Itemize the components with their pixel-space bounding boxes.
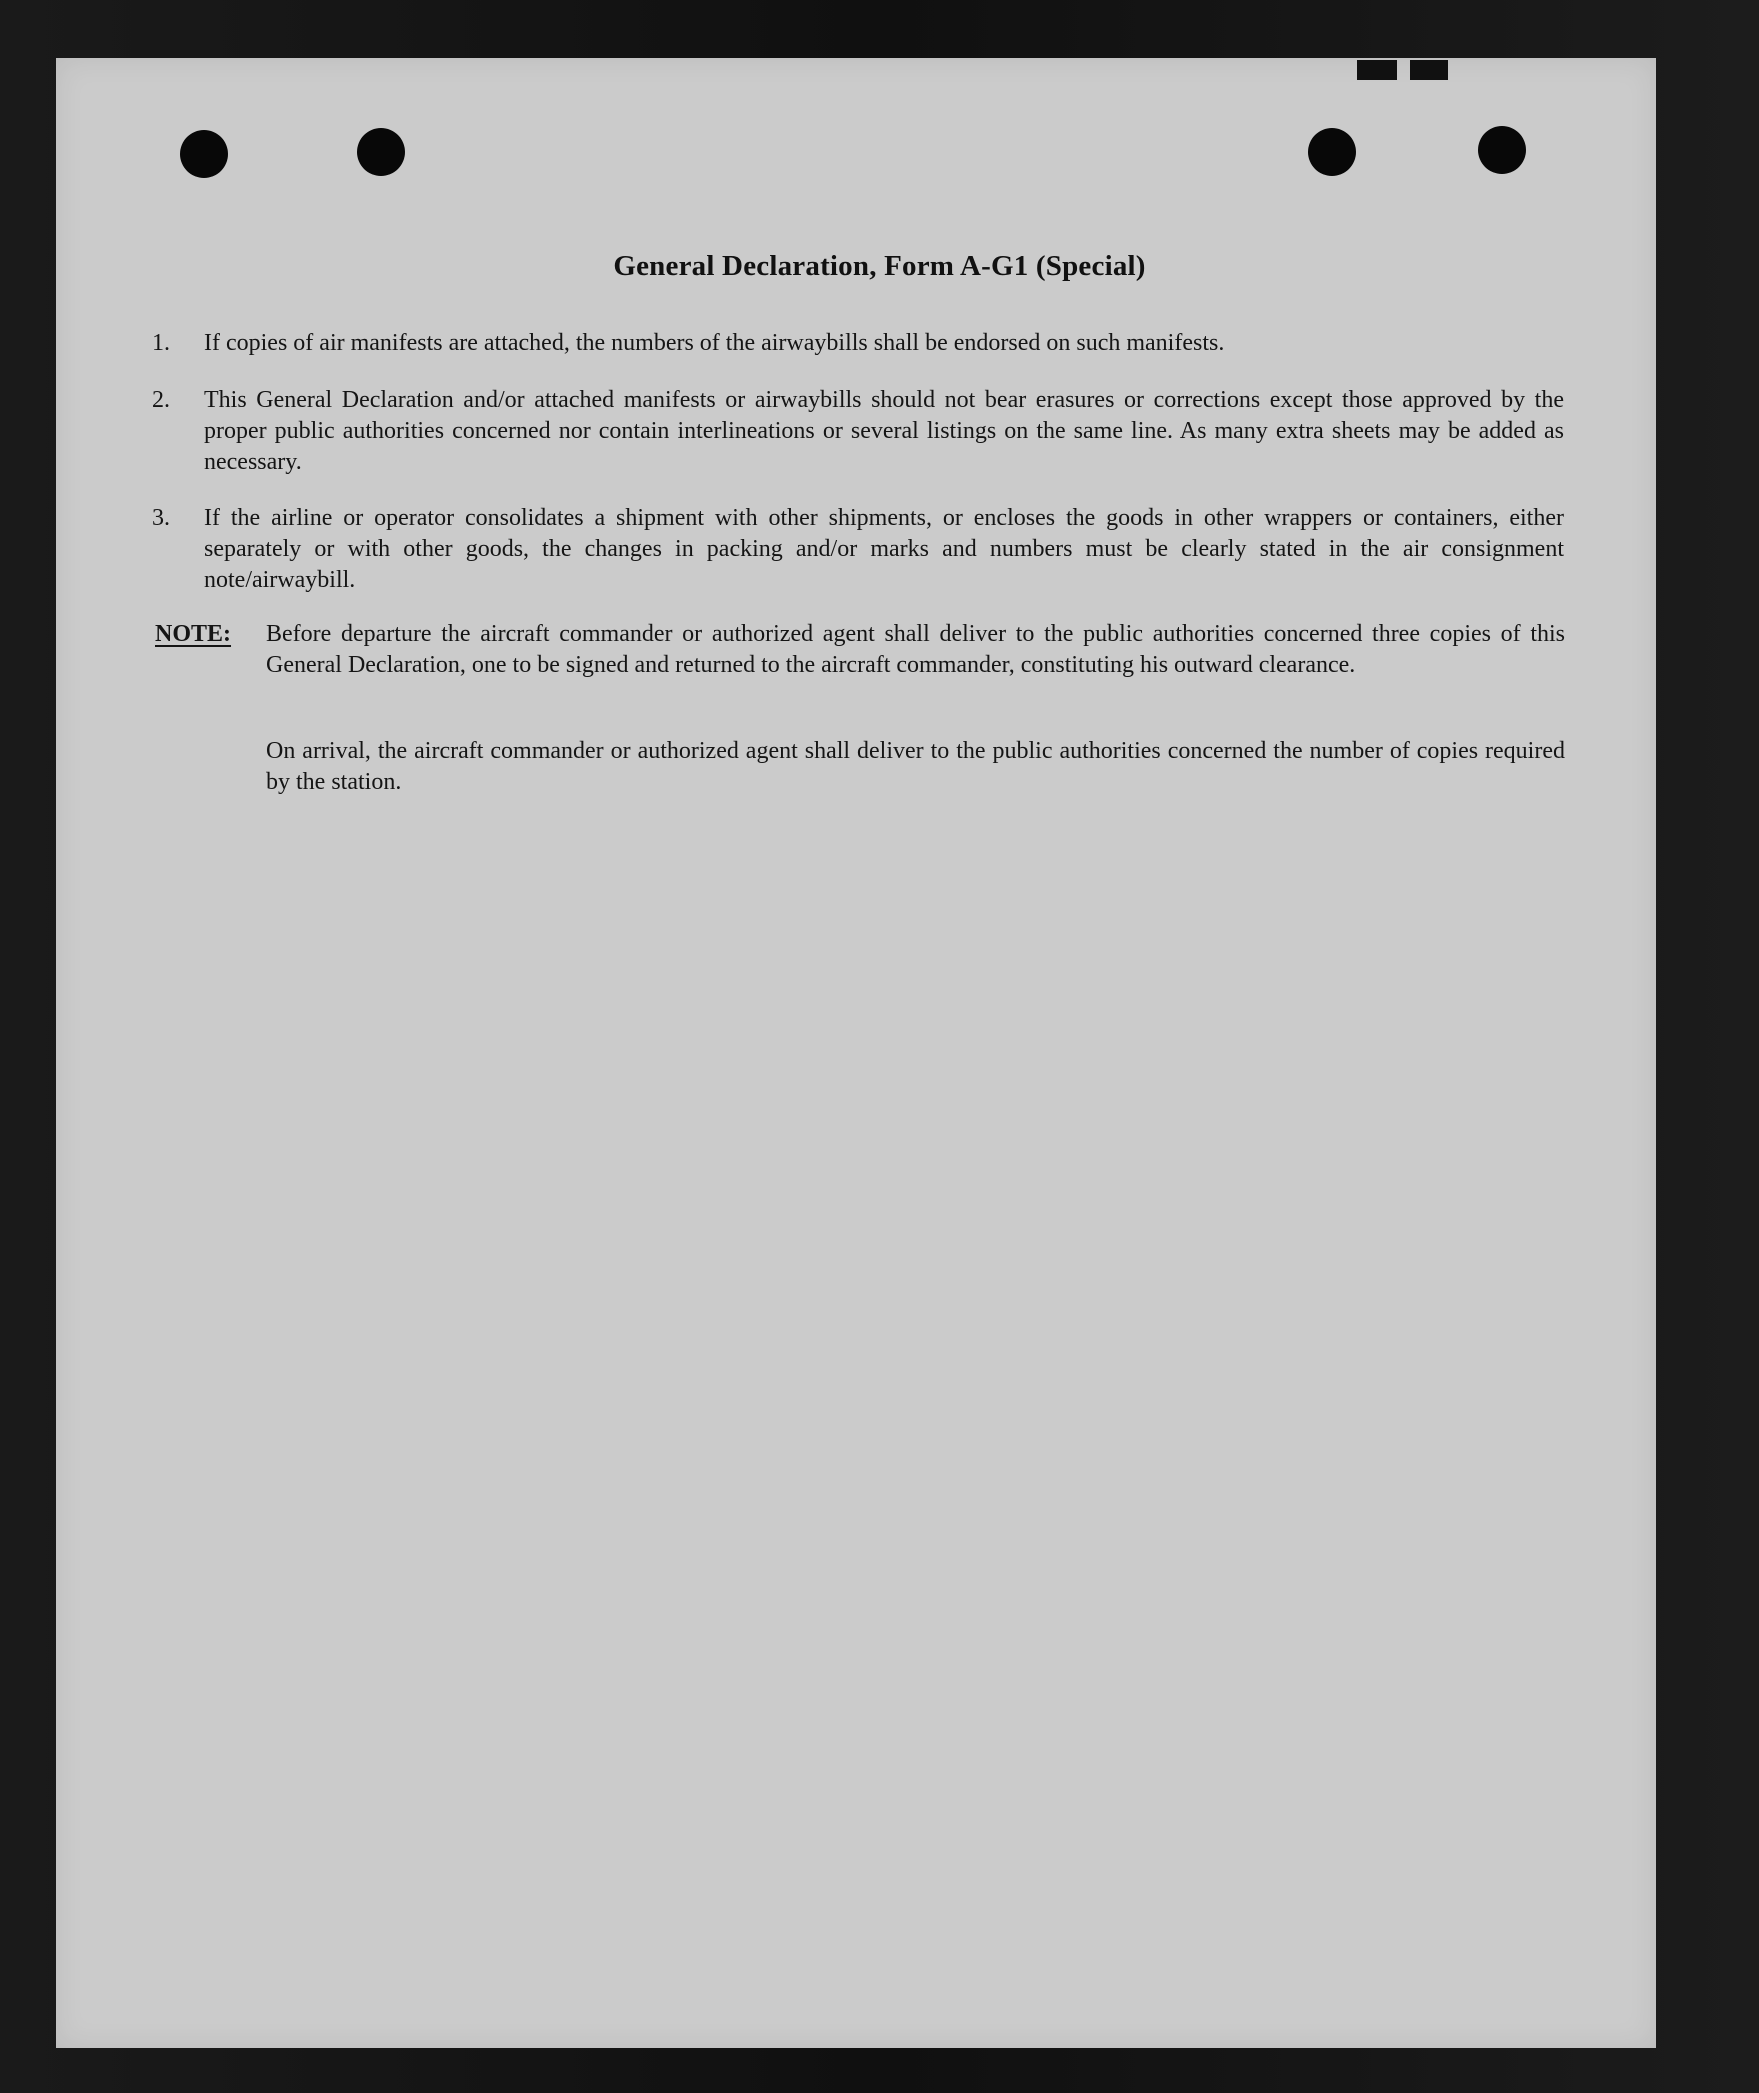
punch-hole (1308, 128, 1356, 176)
item-text: If the airline or operator consolidates a shipment with other shipments, or encloses the goods in other wrappers or containers, either separately or with other goods, the changes in packing and/or marks and numbers must be clearly stated in the air consignment note/airwaybill. (204, 505, 1564, 593)
note-paragraph: On arrival, the aircraft commander or authorized agent shall deliver to the public authorities concerned the number of copies required by the station. (266, 738, 1565, 795)
item-number: 3. (152, 505, 170, 531)
punch-hole (180, 130, 228, 178)
item-number: 1. (152, 330, 170, 356)
form-title: General Declaration, Form A-G1 (Special) (613, 250, 1146, 282)
punch-hole (1478, 126, 1526, 174)
item-text: This General Declaration and/or attached manifests or airwaybills should not bear erasures or corrections except those approved by the proper public authorities concerned nor contain interlineations or several listings on the same line. As many extra sheets may be added as necessary. (204, 387, 1564, 475)
edge-mark (1357, 60, 1397, 80)
item-text: If copies of air manifests are attached, the numbers of the airwaybills shall be endorsed on such manifests. (204, 330, 1225, 356)
edge-mark (1410, 60, 1448, 80)
note-paragraph: Before departure the aircraft commander or authorized agent shall deliver to the public authorities concerned three copies of this General Declaration, one to be signed and returned to the aircraft commander, constituting his outward clearance. (266, 621, 1565, 678)
punch-hole (357, 128, 405, 176)
item-number: 2. (152, 387, 170, 413)
note-label: NOTE: (155, 621, 232, 647)
